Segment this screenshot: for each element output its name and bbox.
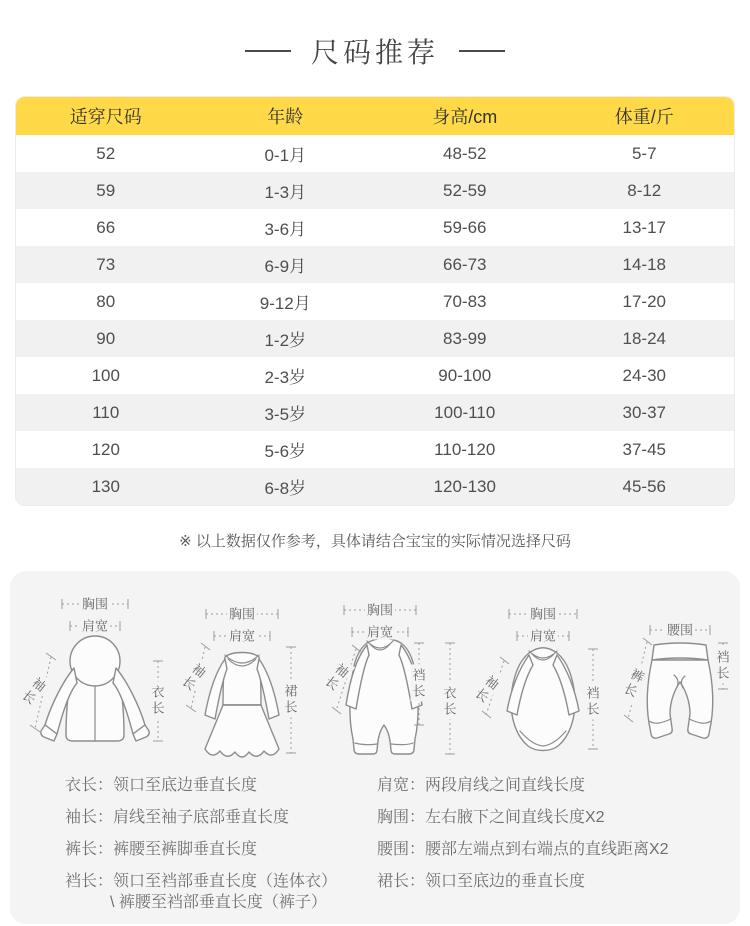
size-cell: 80: [96, 291, 116, 311]
size-table: [15, 96, 735, 506]
weight-cell: 14-18: [622, 254, 666, 274]
pants-length-label: 裤长: [618, 663, 649, 704]
height-cell: 120-130: [433, 476, 496, 496]
table-row: [16, 209, 734, 246]
age-cell: 2-3岁: [264, 368, 307, 387]
pants-diagram: [620, 583, 740, 771]
weight-cell: 8-12: [627, 180, 662, 200]
romper-shoulder-label: 肩宽: [366, 624, 394, 640]
weight-cell: 17-20: [622, 291, 666, 311]
height-cell: 66-73: [443, 254, 487, 274]
definition-item: 裆长：领口至裆部垂直长度（连体衣）: [65, 873, 338, 890]
age-cell: 0-1月: [264, 146, 307, 165]
table-row: [16, 283, 734, 320]
bodysuit-diagram: [470, 583, 620, 771]
romper-crotch-label: 裆长: [411, 664, 428, 701]
title-dash-right: [459, 50, 505, 52]
age-cell: 3-6月: [264, 220, 307, 239]
page-title: 尺码推荐: [310, 37, 439, 68]
bodysuit-crotch-label: 裆长: [585, 682, 602, 719]
height-cell: 100-110: [434, 402, 496, 422]
definition-item: 衣长：领口至底边垂直长度: [65, 777, 258, 794]
table-row: [16, 320, 734, 357]
age-cell: 6-8岁: [264, 479, 307, 498]
table-row: [16, 431, 734, 468]
bodysuit-chest-label: 胸围: [529, 606, 557, 622]
dress-chest-label: 胸围: [228, 606, 256, 622]
weight-cell: 5-7: [631, 143, 657, 163]
title-dash-left: [245, 50, 291, 52]
height-cell: 83-99: [443, 328, 487, 348]
measurement-definitions: [10, 777, 740, 926]
bodysuit-shoulder-label: 肩宽: [529, 628, 557, 644]
pants-waist-label: 腰围: [666, 622, 694, 638]
size-cell: 59: [96, 180, 116, 200]
table-row: [16, 357, 734, 394]
age-cell: 9-12月: [259, 294, 311, 313]
jacket-length-label: 衣长: [150, 681, 167, 718]
definition-item: 裤长：裤腰至裤脚垂直长度: [65, 841, 258, 858]
height-cell: 48-52: [443, 143, 487, 163]
bodysuit-sleeve-label: 袖长: [469, 669, 505, 709]
dress-shoulder-label: 肩宽: [228, 628, 256, 644]
definition-item-continuation: \ 裤腰至裆部垂直长度（裤子）: [110, 894, 327, 911]
size-cell: 110: [92, 402, 120, 422]
weight-cell: 30-37: [622, 402, 666, 422]
size-cell: 100: [91, 365, 120, 385]
weight-cell: 45-56: [622, 476, 666, 496]
table-row: [16, 394, 734, 431]
weight-cell: 13-17: [622, 217, 666, 237]
col-header-height: 身高/cm: [375, 97, 555, 135]
weight-cell: 18-24: [622, 328, 666, 348]
section-title: [0, 0, 750, 66]
garment-diagrams: [10, 583, 740, 771]
age-cell: 1-2岁: [264, 331, 307, 350]
height-cell: 59-66: [443, 217, 487, 237]
table-row: [16, 135, 734, 172]
age-cell: 6-9月: [264, 257, 307, 276]
height-cell: 70-83: [443, 291, 487, 311]
dress-skirt-label: 裙长: [283, 680, 300, 717]
pants-crotch-label: 裆长: [715, 646, 732, 683]
col-header-weight: 体重/斤: [555, 97, 735, 135]
dress-sleeve-label: 袖长: [176, 657, 212, 697]
romper-diagram: [320, 583, 470, 771]
table-row: [16, 468, 734, 505]
romper-chest-label: 胸围: [366, 602, 394, 618]
table-row: [16, 172, 734, 209]
jacket-sleeve-label: 袖长: [16, 671, 52, 711]
size-cell: 90: [96, 328, 116, 348]
jacket-chest-label: 胸围: [81, 596, 109, 612]
definition-item: 肩宽：两段肩线之间直线长度: [377, 777, 586, 794]
size-cell: 130: [91, 476, 120, 496]
col-header-age: 年龄: [196, 97, 376, 135]
jacket-diagram: [10, 583, 175, 771]
definition-item: 袖长：肩线至袖子底部垂直长度: [65, 809, 290, 826]
age-cell: 5-6岁: [264, 442, 307, 461]
definition-item: 腰围：腰部左端点到右端点的直线距离X2: [377, 841, 669, 858]
weight-cell: 37-45: [622, 439, 666, 459]
height-cell: 52-59: [443, 180, 487, 200]
definitions-right-column: [377, 777, 720, 926]
dress-diagram: [175, 583, 320, 771]
measurement-panel: [10, 571, 740, 924]
romper-sleeve-label: 袖长: [319, 657, 355, 697]
definition-item: 胸围：左右腋下之间直线长度X2: [377, 809, 605, 826]
table-row: [16, 246, 734, 283]
col-header-size: 适穿尺码: [16, 97, 196, 135]
size-cell: 120: [91, 439, 120, 459]
size-cell: 52: [96, 143, 116, 163]
age-cell: 1-3月: [264, 183, 307, 202]
definition-item: 裙长：领口至底边的垂直长度: [377, 873, 586, 890]
romper-length-label: 衣长: [442, 682, 459, 719]
disclaimer-note: ※ 以上数据仅作参考，具体请结合宝宝的实际情况选择尺码: [179, 533, 571, 550]
age-cell: 3-5岁: [264, 405, 307, 424]
size-cell: 73: [96, 254, 116, 274]
table-header-row: [16, 97, 734, 135]
height-cell: 90-100: [438, 365, 492, 385]
weight-cell: 24-30: [622, 365, 666, 385]
height-cell: 110-120: [434, 439, 496, 459]
jacket-shoulder-label: 肩宽: [81, 618, 109, 634]
size-cell: 66: [96, 217, 116, 237]
definitions-left-column: [65, 777, 377, 926]
